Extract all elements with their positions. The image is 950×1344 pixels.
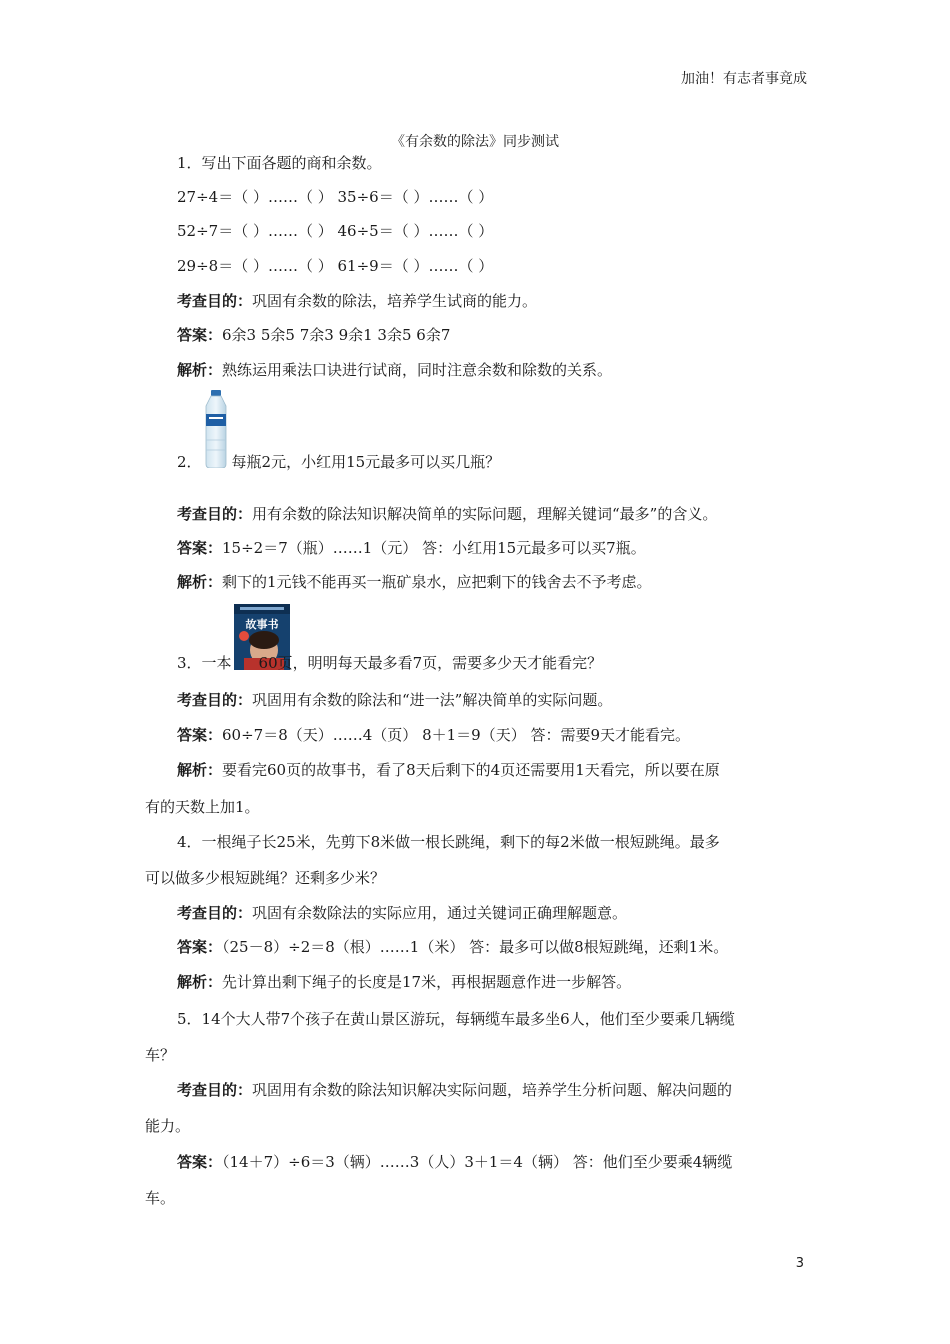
- q1-row-3: 29÷8＝（ ）……（ ） 61÷9＝（ ）……（ ）: [177, 257, 494, 275]
- q1-analysis: [177, 360, 612, 380]
- q2-answer: [177, 538, 646, 558]
- q4-stem-1: 4．一根绳子长25米，先剪下8米做一根长跳绳，剩下的每2米做一根短跳绳。最多: [177, 833, 720, 851]
- q3-text: 60页，明明每天最多看7页，需要多少天才能看完？: [258, 654, 603, 672]
- purpose-text: 巩固用有余数的除法知识解决实际问题，培养学生分析问题、解决问题的: [252, 1081, 733, 1099]
- q1-answer: [177, 325, 450, 345]
- analysis-label: 解析：: [177, 573, 223, 591]
- doc-title: 《有余数的除法》同步测试: [391, 134, 559, 150]
- purpose-label: 考查目的：: [177, 292, 253, 310]
- q3-number: 3．一本: [177, 654, 232, 672]
- q5-purpose: [177, 1080, 732, 1100]
- analysis-text: 先计算出剩下绳子的长度是17米，再根据题意作进一步解答。: [222, 973, 632, 991]
- q4-stem-2: 可以做多少根短跳绳？还剩多少米？: [145, 869, 386, 887]
- purpose-text: 用有余数的除法知识解决简单的实际问题，理解关键词“最多”的含义。: [252, 505, 718, 523]
- q3-purpose: [177, 690, 612, 710]
- purpose-label: 考查目的：: [177, 904, 253, 922]
- q3-stem: [177, 653, 602, 673]
- answer-text: （14＋7）÷6＝3（辆）……3（人）3＋1＝4（辆） 答：他们至少要乘4辆缆: [222, 1153, 733, 1171]
- answer-text: 60÷7＝8（天）……4（页） 8＋1＝9（天） 答：需要9天才能看完。: [222, 726, 691, 744]
- answer-text: （25－8）÷2＝8（根）……1（米） 答：最多可以做8根短跳绳，还剩1米。: [222, 938, 729, 956]
- purpose-text: 巩固有余数的除法，培养学生试商的能力。: [252, 292, 538, 310]
- answer-label: 答案：: [177, 326, 223, 344]
- page-number: 3: [795, 1256, 804, 1271]
- q1-row-2: 52÷7＝（ ）……（ ） 46÷5＝（ ）……（ ）: [177, 222, 494, 240]
- answer-label: 答案：: [177, 1153, 223, 1171]
- analysis-text: 要看完60页的故事书，看了8天后剩下的4页还需要用1天看完，所以要在原: [222, 761, 720, 779]
- purpose-text: 巩固用有余数的除法和“进一法”解决简单的实际问题。: [252, 691, 613, 709]
- purpose-label: 考查目的：: [177, 1081, 253, 1099]
- q1-stem: 1．写出下面各题的商和余数。: [177, 154, 382, 172]
- book-cover-title: 故事书: [245, 618, 279, 631]
- analysis-text: 剩下的1元钱不能再买一瓶矿泉水，应把剩下的钱舍去不予考虑。: [222, 573, 652, 591]
- q5-stem-1: 5．14个大人带7个孩子在黄山景区游玩，每辆缆车最多坐6人，他们至少要乘几辆缆: [177, 1010, 735, 1028]
- q2-stem: [177, 452, 500, 472]
- q2-analysis: [177, 572, 652, 592]
- analysis-label: 解析：: [177, 761, 223, 779]
- q4-answer: [177, 937, 728, 957]
- q5-answer: [177, 1152, 732, 1172]
- purpose-label: 考查目的：: [177, 505, 253, 523]
- q2-text: 每瓶2元，小红用15元最多可以买几瓶？: [231, 453, 501, 471]
- q1-purpose: [177, 291, 537, 311]
- q2-purpose: [177, 504, 717, 524]
- q2-number: 2．: [177, 453, 202, 471]
- q5-answer-cont: 车。: [145, 1189, 176, 1207]
- q3-answer: [177, 725, 690, 745]
- q3-analysis: [177, 760, 720, 780]
- q4-purpose: [177, 903, 627, 923]
- purpose-label: 考查目的：: [177, 691, 253, 709]
- analysis-label: 解析：: [177, 361, 223, 379]
- purpose-text: 巩固有余数除法的实际应用，通过关键词正确理解题意。: [252, 904, 628, 922]
- answer-label: 答案：: [177, 938, 223, 956]
- header-motto: 加油！有志者事竟成: [681, 71, 807, 87]
- answer-label: 答案：: [177, 539, 223, 557]
- q5-stem-2: 车？: [145, 1046, 176, 1064]
- answer-text: 15÷2＝7（瓶）……1（元） 答：小红用15元最多可以买7瓶。: [222, 539, 646, 557]
- answer-text: 6余3 5余5 7余3 9余1 3余5 6余7: [222, 326, 451, 344]
- analysis-text: 熟练运用乘法口诀进行试商，同时注意余数和除数的关系。: [222, 361, 613, 379]
- q4-analysis: [177, 972, 631, 992]
- q5-purpose-cont: 能力。: [145, 1117, 191, 1135]
- analysis-label: 解析：: [177, 973, 223, 991]
- answer-label: 答案：: [177, 726, 223, 744]
- q1-row-1: 27÷4＝（ ）……（ ） 35÷6＝（ ）……（ ）: [177, 188, 494, 206]
- q3-analysis-cont: 有的天数上加1。: [145, 798, 260, 816]
